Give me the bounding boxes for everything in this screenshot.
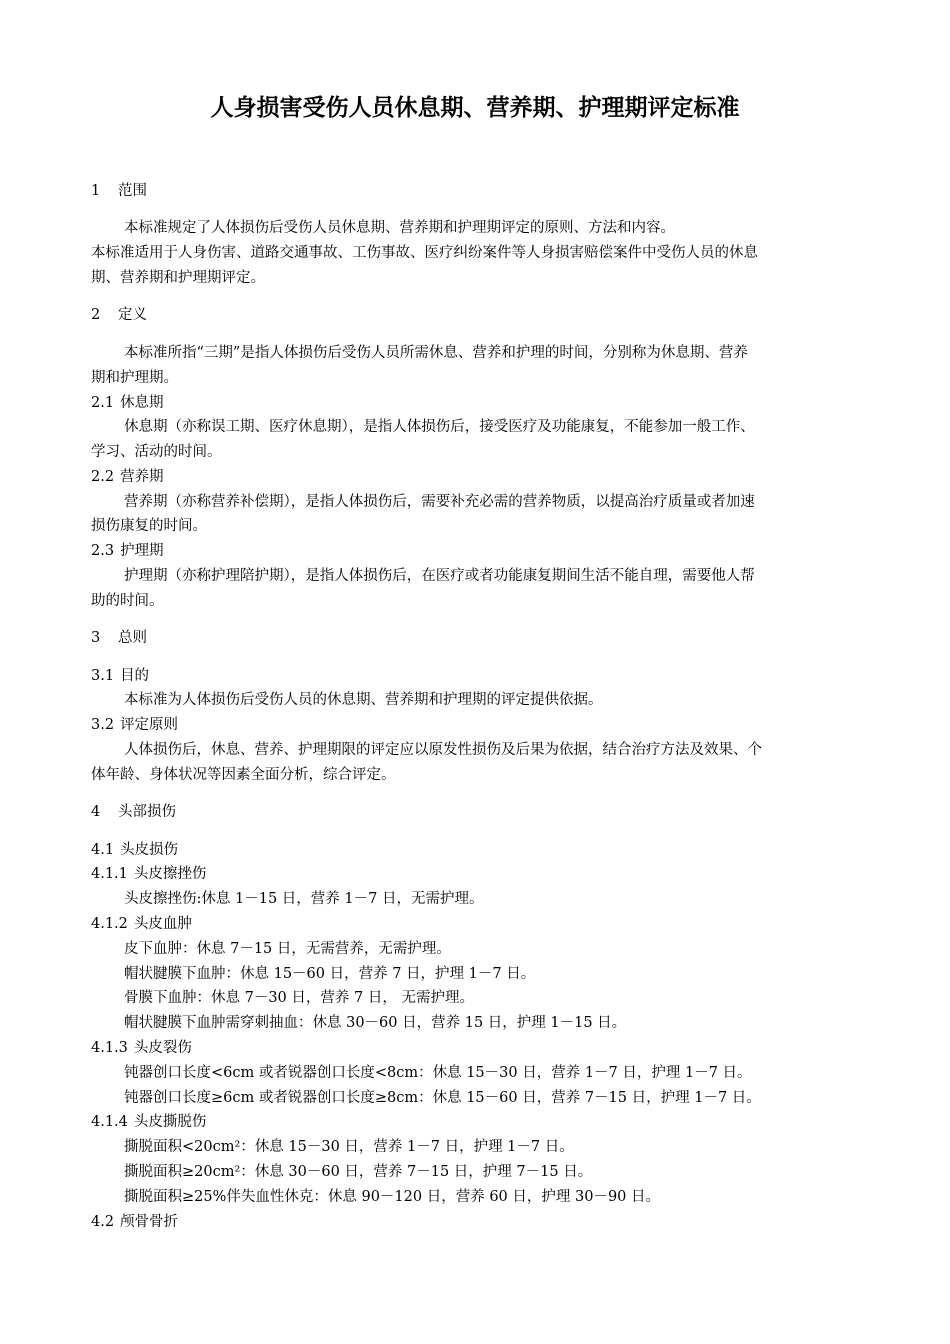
criteria-line: 钝器创口长度≥6cm 或者锐器创口长度≥8cm：休息 15－60 日，营养 7－15 日，护理 1－7 日。 — [124, 1090, 761, 1106]
subsection-number: 4.1 — [91, 842, 115, 858]
section-number: 1 — [91, 183, 101, 199]
criteria-line: 皮下血肿：休息 7－15 日，无需营养，无需护理。 — [124, 941, 451, 957]
paragraph-line: 助的时间。 — [91, 593, 164, 609]
subsection-number: 4.1.1 — [91, 866, 128, 882]
subsection-heading-rest-period — [91, 393, 164, 413]
section-number: 2 — [91, 307, 101, 323]
subsection-number: 2.1 — [91, 395, 115, 411]
section-title: 头部损伤 — [118, 804, 176, 820]
paragraph-line: 学习、活动的时间。 — [91, 444, 222, 460]
section-heading-general — [91, 628, 147, 648]
subsection-title: 评定原则 — [120, 717, 179, 733]
subsection-heading-nutrition-period — [91, 467, 164, 487]
subsection-title: 目的 — [120, 668, 150, 684]
paragraph-line: 人体损伤后，休息、营养、护理期限的评定应以原发性损伤及后果为依据，结合治疗方法及效果、个 — [124, 742, 762, 758]
subsection-title: 头皮撕脱伤 — [133, 1114, 207, 1130]
subsection-title: 颅骨骨折 — [120, 1214, 179, 1230]
subsection-heading-scalp-injury — [91, 840, 178, 860]
paragraph-line: 体年龄、身体状况等因素全面分析，综合评定。 — [91, 767, 396, 783]
criteria-line: 帽状腱膜下血肿需穿刺抽血：休息 30－60 日，营养 15 日，护理 1－15 日。 — [124, 1015, 627, 1031]
paragraph-line: 期、营养期和护理期评定。 — [91, 270, 265, 286]
paragraph-line: 休息期（亦称误工期、医疗休息期），是指人体损伤后，接受医疗及功能康复，不能参加一般工作、 — [124, 419, 755, 435]
paragraph-line: 本标准为人体损伤后受伤人员的休息期、营养期和护理期的评定提供依据。 — [124, 692, 603, 708]
subsection-number: 3.2 — [91, 717, 115, 733]
subsection-heading-scalp-hematoma — [91, 914, 192, 934]
paragraph-line: 营养期（亦称营养补偿期），是指人体损伤后，需要补充必需的营养物质，以提高治疗质量或者加速 — [124, 494, 755, 510]
subsection-heading-purpose — [91, 666, 149, 686]
section-title: 定义 — [118, 307, 147, 323]
section-title: 范围 — [118, 183, 147, 199]
subsection-number: 4.2 — [91, 1214, 115, 1230]
section-title: 总则 — [118, 630, 147, 646]
paragraph-line: 损伤康复的时间。 — [91, 518, 207, 534]
paragraph-line: 本标准规定了人体损伤后受伤人员休息期、营养期和护理期评定的原则、方法和内容。 — [124, 220, 675, 236]
subsection-title: 头皮擦挫伤 — [133, 866, 207, 882]
section-heading-head-injury — [91, 802, 176, 822]
subsection-title: 头皮裂伤 — [133, 1040, 192, 1056]
subsection-number: 4.1.4 — [91, 1114, 128, 1130]
section-number: 3 — [91, 630, 101, 646]
subsection-number: 2.2 — [91, 469, 115, 485]
criteria-line: 头皮擦挫伤:休息 1－15 日，营养 1－7 日，无需护理。 — [124, 891, 484, 907]
paragraph-line: 期和护理期。 — [91, 370, 178, 386]
subsection-title: 头皮损伤 — [120, 842, 179, 858]
subsection-heading-scalp-avulsion — [91, 1112, 206, 1132]
subsection-heading-scalp-abrasion — [91, 864, 206, 884]
subsection-heading-scalp-laceration — [91, 1038, 192, 1058]
criteria-line: 撕脱面积≥25%伴失血性休克：休息 90－120 日，营养 60 日，护理 30－90 日。 — [124, 1189, 661, 1205]
subsection-heading-care-period — [91, 541, 164, 561]
paragraph-line: 护理期（亦称护理陪护期），是指人体损伤后，在医疗或者功能康复期间生活不能自理，需要他人帮 — [124, 568, 755, 584]
paragraph-line: 本标准适用于人身伤害、道路交通事故、工伤事故、医疗纠纷案件等人身损害赔偿案件中受伤人员的休息 — [91, 245, 758, 261]
subsection-number: 4.1.2 — [91, 916, 128, 932]
document-title: 人身损害受伤人员休息期、营养期、护理期评定标准 — [210, 95, 740, 121]
criteria-line: 骨膜下血肿：休息 7－30 日，营养 7 日， 无需护理。 — [124, 990, 474, 1006]
criteria-line: 钝器创口长度<6cm 或者锐器创口长度<8cm：休息 15－30 日，营养 1－7 日，护理 1－7 日。 — [124, 1065, 752, 1081]
criteria-line: 帽状腱膜下血肿：休息 15－60 日，营养 7 日，护理 1－7 日。 — [124, 966, 536, 982]
subsection-title: 营养期 — [120, 469, 164, 485]
criteria-line: 撕脱面积≥20cm²：休息 30－60 日，营养 7－15 日，护理 7－15 日。 — [124, 1164, 593, 1180]
subsection-heading-principle — [91, 715, 178, 735]
criteria-line: 撕脱面积<20cm²：休息 15－30 日，营养 1－7 日，护理 1－7 日。 — [124, 1139, 574, 1155]
subsection-title: 头皮血肿 — [133, 916, 192, 932]
subsection-title: 护理期 — [120, 543, 164, 559]
subsection-title: 休息期 — [120, 395, 164, 411]
subsection-number: 2.3 — [91, 543, 115, 559]
subsection-heading-skull-fracture — [91, 1212, 178, 1232]
section-heading-definition — [91, 305, 147, 325]
section-heading-scope — [91, 181, 147, 201]
section-number: 4 — [91, 804, 101, 820]
subsection-number: 3.1 — [91, 668, 115, 684]
subsection-number: 4.1.3 — [91, 1040, 128, 1056]
paragraph-line: 本标准所指“三期”是指人体损伤后受伤人员所需休息、营养和护理的时间，分别称为休息期、营养 — [124, 345, 748, 361]
